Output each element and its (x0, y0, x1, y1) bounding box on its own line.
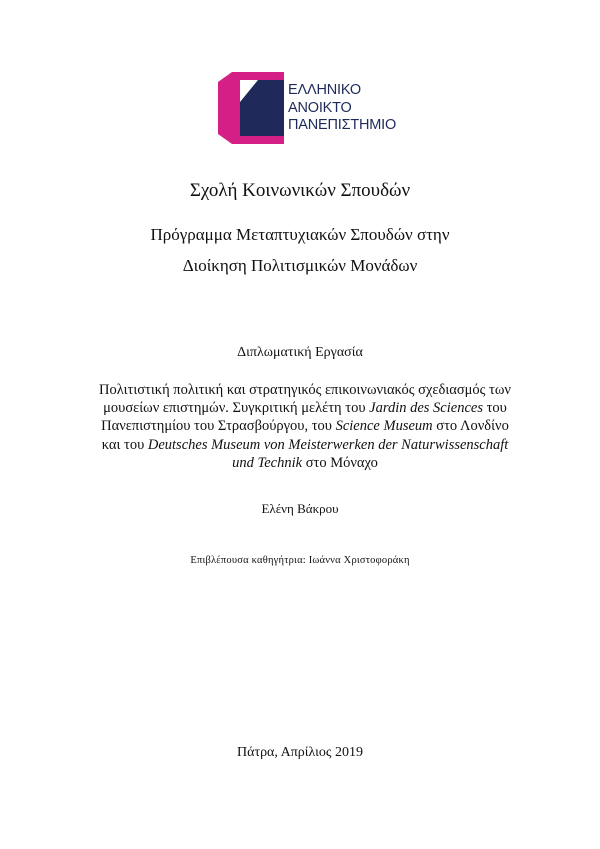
title-line-2 (90, 399, 520, 417)
thesis-title (90, 381, 520, 472)
title-line-5-italic: und Technik (232, 454, 303, 471)
title-line-4-italic: Deutsches Museum von Meisterwerken der Naturwissenschaft (147, 436, 509, 453)
title-line-1-text: Πολιτιστική πολιτική και στρατηγικός επικοινωνιακός σχεδιασμός των (99, 382, 511, 398)
logo-line-1: ΕΛΛΗΝΙΚΟ (288, 82, 361, 98)
program-line-2: Διοίκηση Πολιτισμικών Μονάδων (182, 256, 418, 275)
title-line-5-post: στο Μόναχο (302, 454, 378, 471)
author-name: Ελένη Βάκρου (261, 501, 339, 516)
title-line-2-pre: μουσείων επιστημών. Συγκριτική μελέτη του (103, 400, 370, 417)
title-line-3-pre: Πανεπιστημίου του Στρασβούργου, του (101, 418, 336, 435)
document-type: Διπλωματική Εργασία (237, 345, 363, 360)
logo-line-3: ΠΑΝΕΠΙΣΤΗΜΙΟ (288, 117, 397, 133)
university-emblem-icon (218, 72, 284, 144)
program-line-1: Πρόγραμμα Μεταπτυχιακών Σπουδών στην (150, 225, 450, 244)
logo-wordmark (288, 82, 396, 135)
title-line-5 (90, 454, 520, 472)
title-line-4-pre: και του (101, 436, 148, 453)
place-date: Πάτρα, Απρίλιος 2019 (237, 745, 363, 760)
supervisor: Επιβλέπουσα καθηγήτρια: Ιωάννα Χριστοφοράκη (190, 555, 410, 566)
title-line-2-italic: Jardin des Sciences (369, 400, 483, 417)
title-line-3-post: στο Λονδίνο (432, 418, 509, 435)
logo-line-2: ΑΝΟΙΚΤΟ (288, 99, 352, 116)
title-line-4 (90, 436, 520, 454)
title-line-1 (90, 381, 520, 399)
university-logo (218, 72, 408, 144)
school-name: Σχολή Κοινωνικών Σπουδών (189, 180, 411, 201)
title-line-3 (90, 417, 520, 435)
title-line-3-italic: Science Museum (335, 418, 433, 435)
title-line-2-post: του (482, 400, 507, 417)
